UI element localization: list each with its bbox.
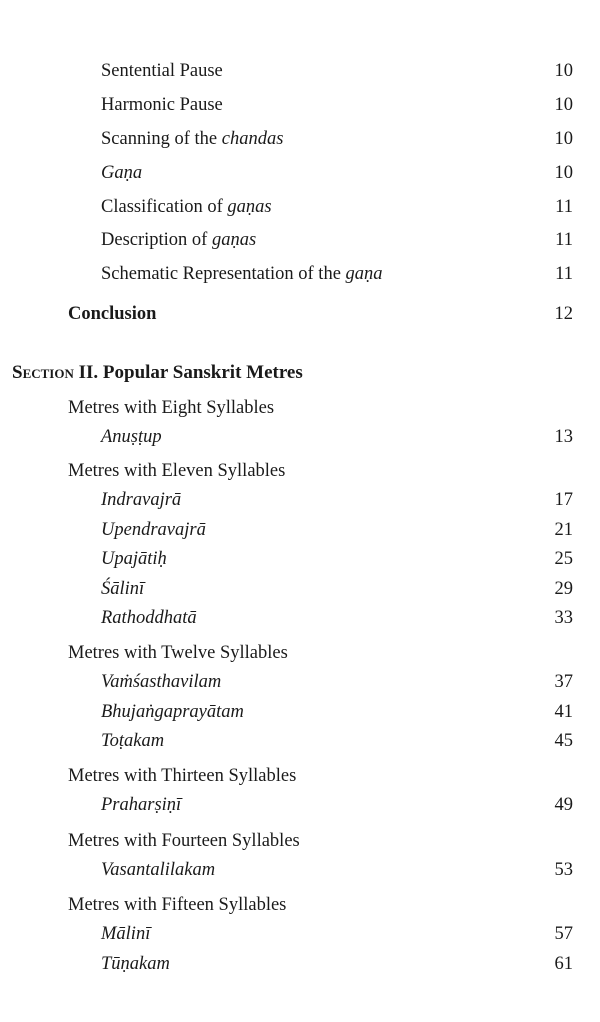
group-heading: Metres with Fourteen Syllables <box>68 831 300 851</box>
toc-entry <box>0 159 600 187</box>
group-heading: Metres with Eleven Syllables <box>68 461 286 481</box>
toc-entry-label: Sentential Pause <box>101 61 223 81</box>
toc-entry: Vaṁśasthavilam 37 <box>101 672 573 692</box>
toc-entry: Indravajrā 17 <box>101 490 573 510</box>
toc-page-number: 10 <box>554 129 573 149</box>
group-heading: Metres with Thirteen Syllables <box>68 766 297 786</box>
section-heading <box>12 359 303 387</box>
toc-entry: Anuṣṭup 13 <box>101 427 573 447</box>
toc-entry: Bhujaṅgaprayātam 41 <box>101 702 573 722</box>
toc-entry: Upendravajrā 21 <box>101 520 573 540</box>
toc-conclusion-label: Conclusion <box>68 304 157 324</box>
toc-entry: Rathoddhatā 33 <box>101 608 573 628</box>
toc-page-number: 10 <box>554 163 573 183</box>
toc-page-number: 11 <box>555 197 573 217</box>
toc-entry <box>0 57 600 85</box>
toc-entry-label: Scanning of the chandas <box>101 129 284 149</box>
toc-entry <box>0 125 600 153</box>
group-heading: Metres with Twelve Syllables <box>68 643 288 663</box>
toc-entry: Upajātiḥ 25 <box>101 549 573 569</box>
toc-entry <box>0 226 600 254</box>
toc-page-number: 10 <box>554 95 573 115</box>
toc-page-number: 10 <box>554 61 573 81</box>
toc-entry <box>0 91 600 119</box>
group-heading: Metres with Eight Syllables <box>68 398 275 418</box>
toc-entry-label: Gaṇa <box>101 163 143 183</box>
toc-entry <box>0 193 600 221</box>
toc-entry: Śālinī 29 <box>101 579 573 599</box>
toc-page-number: 12 <box>554 304 573 324</box>
toc-entry: Mālinī 57 <box>101 924 573 944</box>
toc-entry: Toṭakam 45 <box>101 731 573 751</box>
toc-conclusion <box>0 300 600 328</box>
section-prefix: Section <box>12 362 74 383</box>
toc-entry-label: Harmonic Pause <box>101 95 223 115</box>
section-title: II. Popular Sanskrit Metres <box>78 362 303 383</box>
toc-entry: Tūṇakam 61 <box>101 954 573 974</box>
toc-entry-label: Schematic Representation of the gaṇa <box>101 264 383 284</box>
toc-entry: Vasantalilakam 53 <box>101 860 573 880</box>
toc-entry-label: Description of gaṇas <box>101 230 257 250</box>
toc-page-number: 11 <box>555 230 573 250</box>
toc-entry: Praharṣiṇī 49 <box>101 795 573 815</box>
toc-page-number: 11 <box>555 264 573 284</box>
group-heading: Metres with Fifteen Syllables <box>68 895 287 915</box>
toc-entry <box>0 260 600 288</box>
toc-entry-label: Classification of gaṇas <box>101 197 272 217</box>
